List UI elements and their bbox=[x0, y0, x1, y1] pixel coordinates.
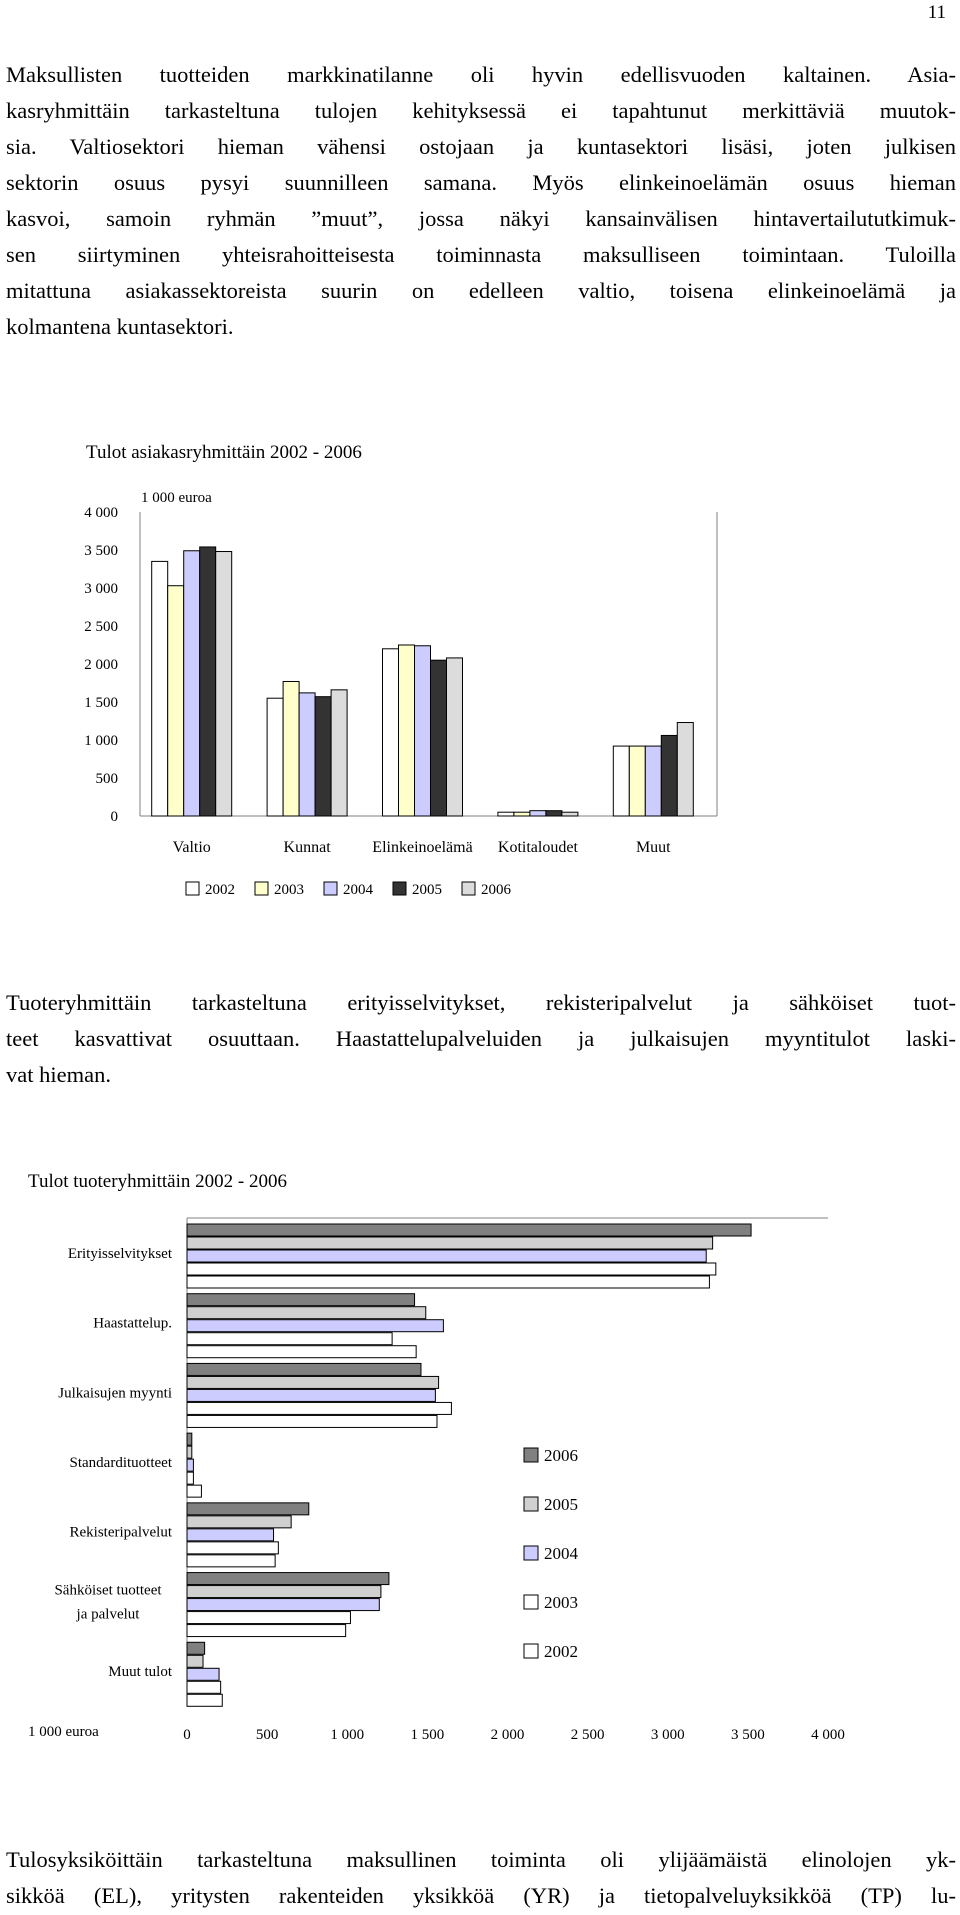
bar-2004 bbox=[299, 693, 315, 816]
y-tick-label: 1 500 bbox=[84, 695, 118, 711]
bar-2004 bbox=[187, 1389, 435, 1401]
bar-2006 bbox=[187, 1363, 421, 1375]
y-tick-label: 0 bbox=[110, 809, 118, 825]
bar-2003 bbox=[187, 1542, 278, 1554]
bar-2003 bbox=[283, 681, 299, 816]
page-number: 11 bbox=[927, 2, 946, 23]
bar-2002 bbox=[383, 649, 399, 816]
y-tick-label: Erityisselvitykset bbox=[67, 1245, 172, 1262]
bar-2006 bbox=[187, 1573, 389, 1585]
legend-label: 2002 bbox=[544, 1642, 578, 1661]
x-tick-label: Valtio bbox=[172, 839, 211, 856]
text-line: Tulosyksiköittäin tarkasteltuna maksullinen toiminta oli ylijäämäistä elinolojen yk- bbox=[6, 1847, 956, 1872]
text-line: kasvoi, samoin ryhmän ”muut”, jossa näkyi kansainvälisen hintavertailututkimuk- bbox=[6, 206, 956, 231]
bar-2004 bbox=[530, 811, 546, 816]
y-tick-label: ja palvelut bbox=[76, 1606, 140, 1623]
bar-2002 bbox=[187, 1276, 709, 1288]
bar-2002 bbox=[152, 561, 168, 816]
bar-2005 bbox=[187, 1586, 381, 1598]
bar-2002 bbox=[187, 1346, 416, 1358]
x-tick-label: Kunnat bbox=[283, 839, 331, 856]
legend-swatch-2004 bbox=[524, 1546, 538, 1560]
bar-2002 bbox=[267, 698, 283, 816]
y-tick-label: Sähköiset tuotteet bbox=[54, 1582, 162, 1599]
legend-swatch-2002 bbox=[524, 1644, 538, 1658]
y-tick-label: Standardituotteet bbox=[69, 1455, 172, 1471]
bar-2003 bbox=[399, 645, 415, 816]
legend-swatch-2005 bbox=[393, 882, 406, 895]
text-line: teet kasvattivat osuuttaan. Haastattelupalveluiden ja julkaisujen myyntitulot laski- bbox=[6, 1026, 956, 1051]
bar-2006 bbox=[187, 1503, 309, 1515]
text-line: Maksullisten tuotteiden markkinatilanne oli hyvin edellisvuoden kaltainen. Asia- bbox=[6, 62, 956, 87]
x-tick-label: 3 500 bbox=[731, 1727, 765, 1743]
y-tick-label: 3 500 bbox=[84, 543, 118, 559]
bar-2002 bbox=[187, 1694, 222, 1706]
y-tick-label: Haastattelup. bbox=[93, 1315, 172, 1332]
bar-2004 bbox=[415, 646, 431, 816]
text-line: kolmantena kuntasektori. bbox=[6, 314, 234, 339]
bar-2003 bbox=[168, 586, 184, 816]
bar-2002 bbox=[187, 1555, 275, 1567]
bar-2006 bbox=[187, 1433, 192, 1445]
x-tick-label: 3 000 bbox=[650, 1727, 685, 1743]
legend-label: 2006 bbox=[544, 1446, 578, 1465]
bar-2002 bbox=[187, 1625, 346, 1637]
bar-2003 bbox=[187, 1612, 350, 1624]
bar-2002 bbox=[613, 746, 629, 816]
legend-label: 2004 bbox=[544, 1544, 578, 1563]
product-group-revenue-chart bbox=[0, 1150, 960, 1750]
y-tick-label: Muut tulot bbox=[108, 1664, 172, 1681]
legend-swatch-2004 bbox=[324, 882, 337, 895]
bar-2005 bbox=[187, 1446, 192, 1458]
legend-swatch-2002 bbox=[186, 882, 199, 895]
bar-2005 bbox=[187, 1376, 439, 1388]
bar-2006 bbox=[187, 1224, 751, 1236]
x-tick-label: 1 500 bbox=[410, 1727, 445, 1743]
x-tick-label: 4 000 bbox=[811, 1727, 845, 1743]
x-tick-label: 2 000 bbox=[490, 1727, 525, 1743]
bar-2006 bbox=[562, 812, 578, 816]
text-line: sektorin osuus pysyi suunnilleen samana. Myös elinkeinoelämän osuus hieman bbox=[6, 170, 956, 195]
bar-2003 bbox=[187, 1402, 451, 1414]
bar-2006 bbox=[677, 723, 693, 816]
y-tick-label: Rekisteripalvelut bbox=[69, 1524, 172, 1541]
bar-2006 bbox=[216, 552, 232, 816]
legend-swatch-2006 bbox=[462, 882, 475, 895]
text-line: sen siirtyminen yhteisrahoitteisesta toiminnasta maksulliseen toimintaan. Tuloilla bbox=[6, 242, 956, 267]
y-tick-label: 2 500 bbox=[84, 619, 118, 635]
text-line: sikköä (EL), yritysten rakenteiden yksikköä (YR) ja tietopalveluyksikköä (TP) lu- bbox=[6, 1883, 956, 1908]
legend-label: 2006 bbox=[481, 882, 511, 898]
bar-2005 bbox=[431, 660, 447, 816]
bar-2003 bbox=[629, 746, 645, 816]
text-line: kasryhmittäin tarkasteltuna tulojen kehityksessä ei tapahtunut merkittäviä muutok- bbox=[6, 98, 956, 123]
x-tick-label: 1 000 bbox=[330, 1727, 365, 1743]
legend-label: 2004 bbox=[343, 882, 373, 898]
text-line: mitattuna asiakassektoreista suurin on edelleen valtio, toisena elinkeinoelämä ja bbox=[6, 278, 956, 303]
bar-2003 bbox=[187, 1681, 221, 1693]
paragraph-product-groups bbox=[6, 985, 956, 1093]
bar-2005 bbox=[661, 735, 677, 816]
customer-group-revenue-chart bbox=[0, 440, 960, 900]
chart-title: Tulot tuoteryhmittäin 2002 - 2006 bbox=[28, 1171, 287, 1192]
bar-2002 bbox=[187, 1415, 437, 1427]
x-tick-label: Elinkeinoelämä bbox=[372, 839, 473, 856]
text-line: vat hieman. bbox=[6, 1062, 111, 1087]
bar-2005 bbox=[546, 811, 562, 816]
y-tick-label: 500 bbox=[95, 771, 118, 787]
legend-label: 2005 bbox=[544, 1495, 578, 1514]
x-tick-label: Muut bbox=[635, 839, 671, 856]
bar-2005 bbox=[187, 1516, 291, 1528]
legend-label: 2003 bbox=[544, 1593, 578, 1612]
bar-2004 bbox=[187, 1529, 274, 1541]
unit-label: 1 000 euroa bbox=[28, 1724, 99, 1740]
y-tick-label: 4 000 bbox=[84, 505, 118, 521]
text-line: sia. Valtiosektori hieman vähensi ostojaan ja kuntasektori lisäsi, joten julkisen bbox=[6, 134, 956, 159]
bar-2004 bbox=[184, 551, 200, 816]
legend-label: 2003 bbox=[274, 882, 304, 898]
bar-2004 bbox=[187, 1320, 443, 1332]
bar-2006 bbox=[187, 1642, 205, 1654]
legend-swatch-2003 bbox=[524, 1595, 538, 1609]
bar-2005 bbox=[187, 1655, 203, 1667]
x-tick-label: Kotitaloudet bbox=[497, 839, 578, 856]
x-tick-label: 0 bbox=[183, 1727, 191, 1743]
y-tick-label: 2 000 bbox=[84, 657, 118, 673]
paragraph-customer-groups bbox=[6, 57, 956, 345]
legend-swatch-2006 bbox=[524, 1448, 538, 1462]
bar-2004 bbox=[645, 746, 661, 816]
bar-2005 bbox=[187, 1307, 426, 1319]
y-tick-label: Julkaisujen myynti bbox=[58, 1385, 172, 1402]
y-tick-label: 3 000 bbox=[84, 581, 118, 597]
text-line: Tuoteryhmittäin tarkasteltuna erityisselvitykset, rekisteripalvelut ja sähköiset tuot- bbox=[6, 990, 956, 1015]
bar-2006 bbox=[187, 1294, 415, 1306]
bar-2004 bbox=[187, 1599, 379, 1611]
bar-2003 bbox=[514, 812, 530, 816]
unit-label: 1 000 euroa bbox=[141, 490, 212, 506]
bar-2002 bbox=[498, 812, 514, 816]
legend-swatch-2003 bbox=[255, 882, 268, 895]
legend-label: 2002 bbox=[205, 882, 235, 898]
bar-2003 bbox=[187, 1263, 716, 1275]
bar-2006 bbox=[447, 658, 463, 816]
chart-title: Tulot asiakasryhmittäin 2002 - 2006 bbox=[86, 442, 362, 463]
bar-2003 bbox=[187, 1333, 392, 1345]
bar-2005 bbox=[187, 1237, 713, 1249]
legend-swatch-2005 bbox=[524, 1497, 538, 1511]
bar-2003 bbox=[187, 1472, 193, 1484]
legend-label: 2005 bbox=[412, 882, 442, 898]
bar-2002 bbox=[187, 1485, 201, 1497]
bar-2004 bbox=[187, 1668, 219, 1680]
y-tick-label: 1 000 bbox=[84, 733, 118, 749]
bar-2004 bbox=[187, 1250, 706, 1262]
bar-2005 bbox=[200, 547, 216, 816]
x-tick-label: 2 500 bbox=[570, 1727, 605, 1743]
bar-2004 bbox=[187, 1459, 193, 1471]
x-tick-label: 500 bbox=[255, 1727, 279, 1743]
bar-2005 bbox=[315, 697, 331, 816]
paragraph-result-units bbox=[6, 1842, 956, 1914]
bar-2006 bbox=[331, 690, 347, 816]
